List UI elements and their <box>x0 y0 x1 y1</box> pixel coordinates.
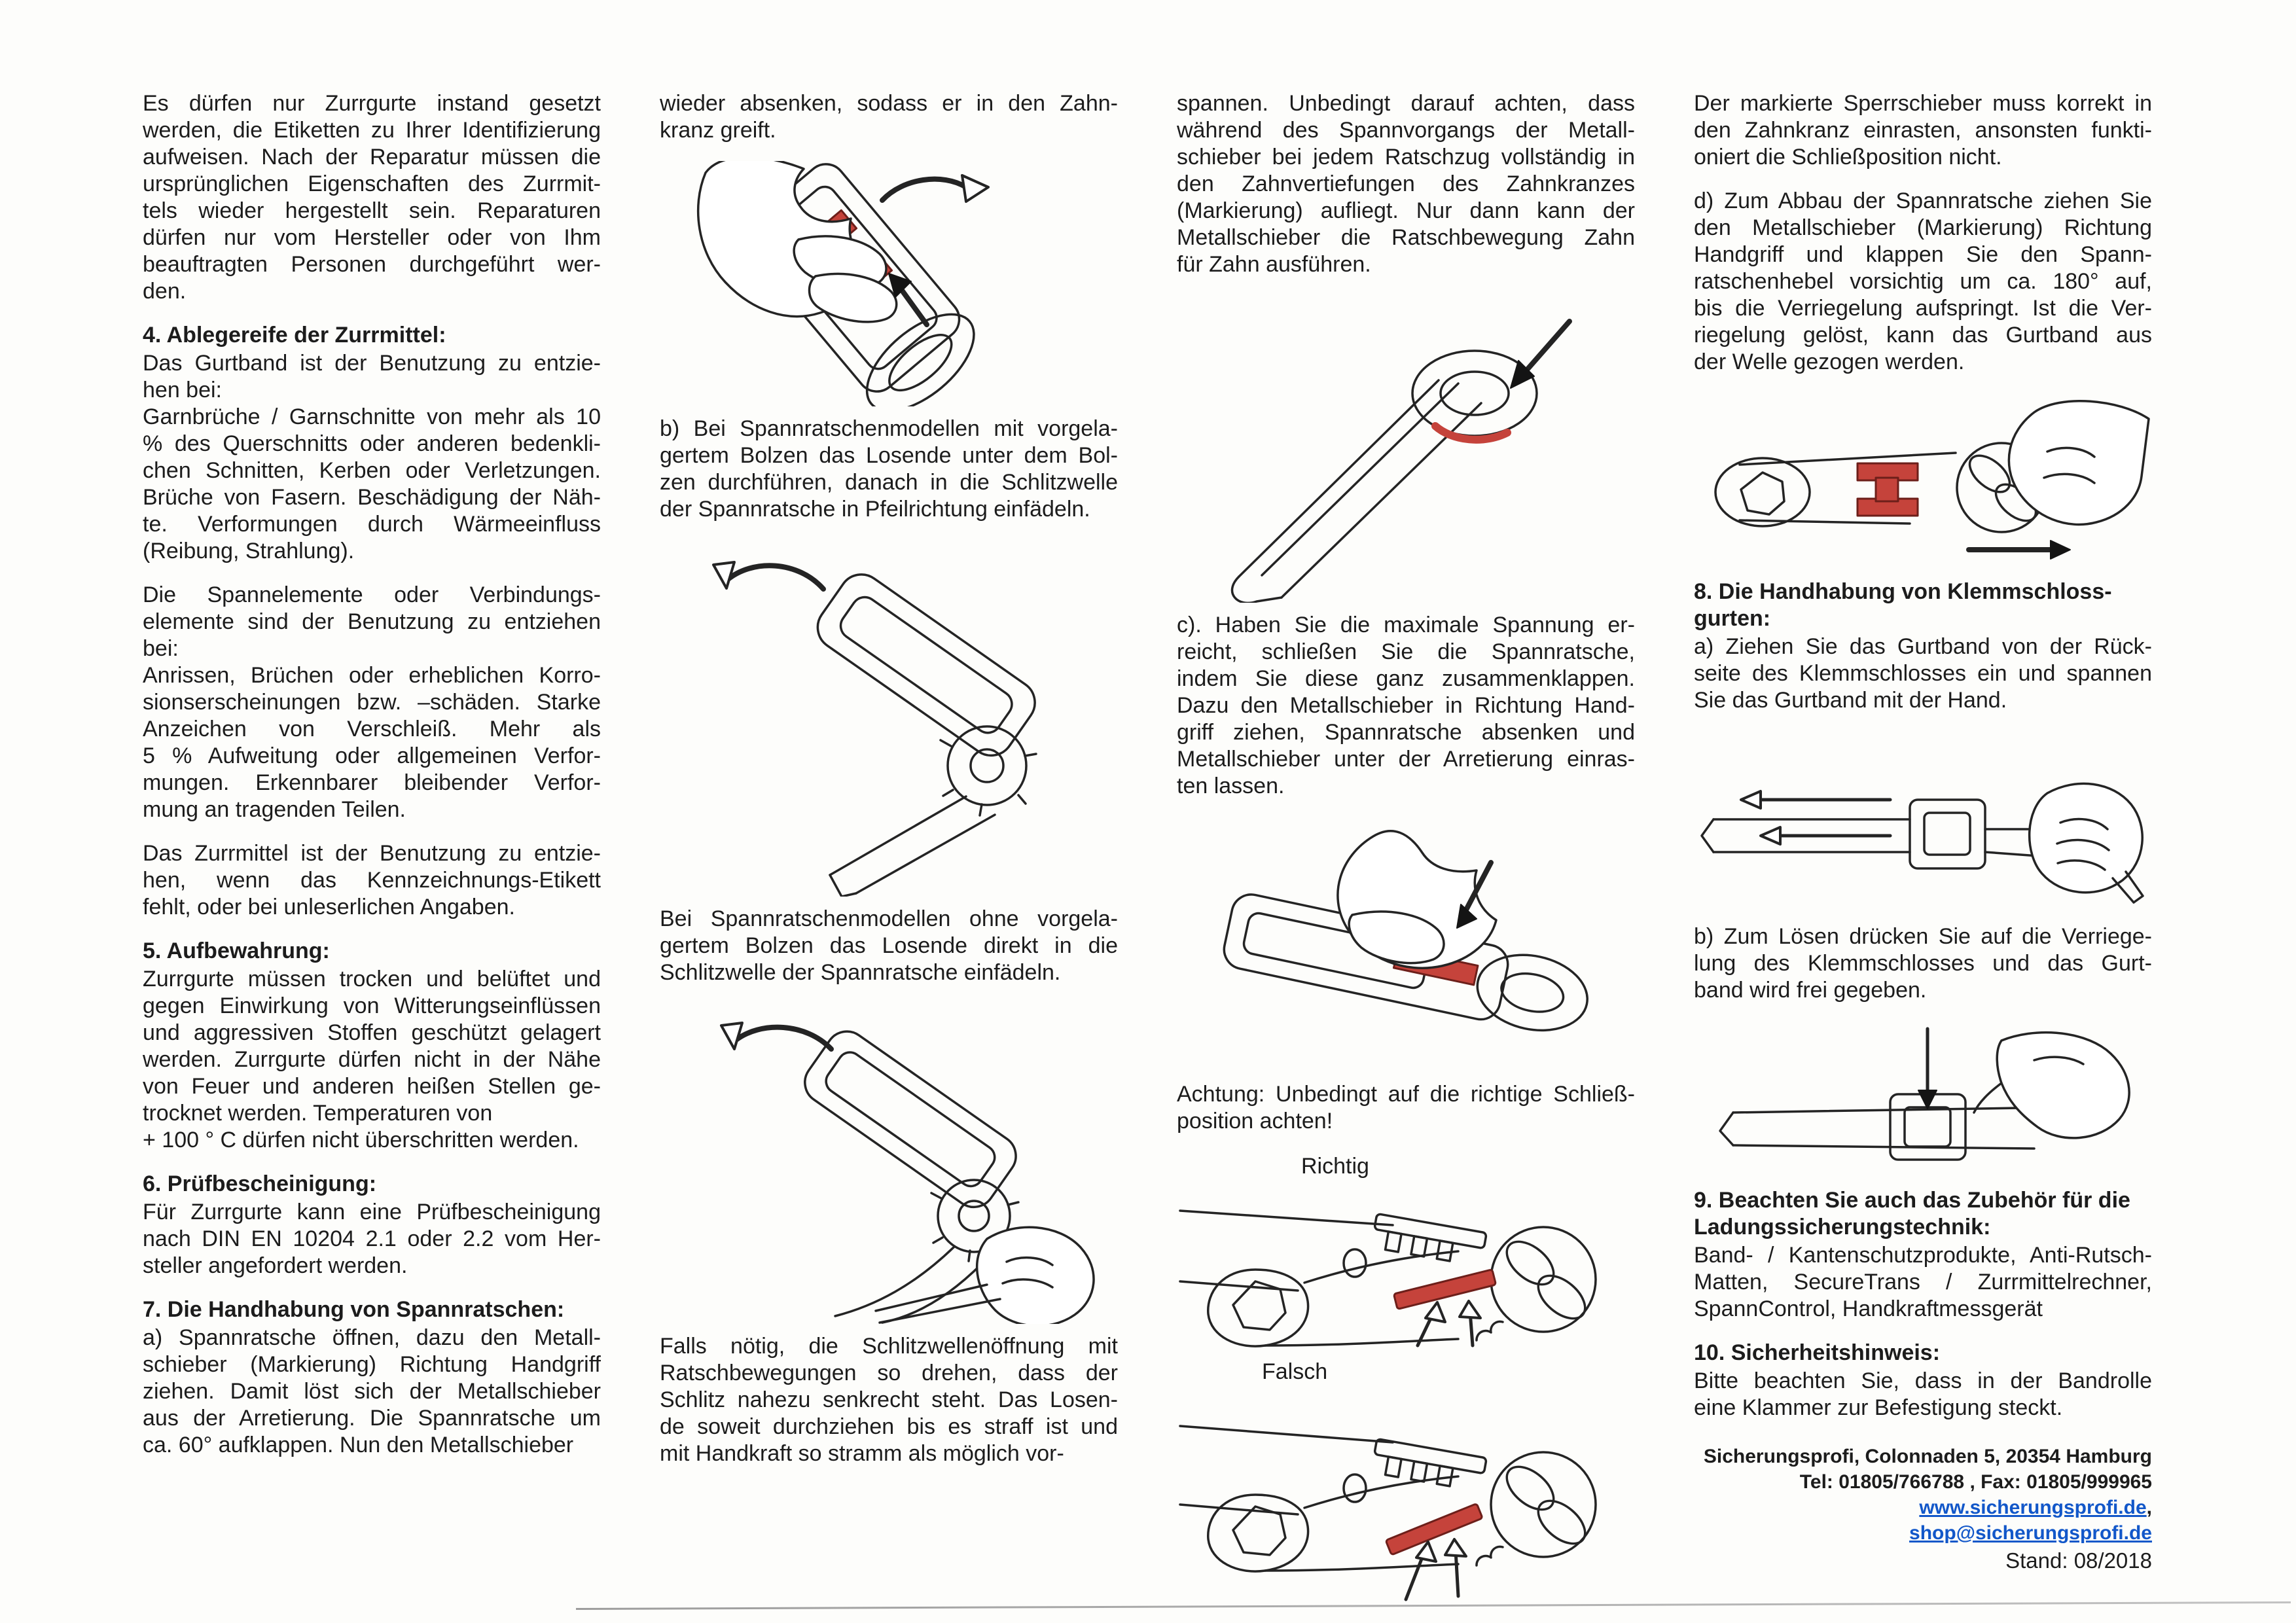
heading-line: 5. Aufbewahrung: <box>143 938 330 963</box>
text-line: beauftragten Personen durchgeführt wer- <box>143 252 601 277</box>
heading-line: 9. Beachten Sie auch das Zubehör für die <box>1694 1188 2130 1213</box>
text-line: % des Querschnitts oder anderen bedenkli- <box>143 431 601 456</box>
text-line: gertem Bolzen das Losende unter dem Bol- <box>660 443 1118 468</box>
ratchet-hand-open-illustration <box>660 161 1118 406</box>
paragraph <box>660 416 1118 523</box>
paragraph <box>143 582 601 823</box>
text-line: aus der Arretierung. Die Spannratsche um <box>143 1406 601 1431</box>
text-line: mit Handkraft so stramm als möglich vor- <box>660 1441 1064 1466</box>
text-line: + 100 ° C dürfen nicht überschritten werden. <box>143 1128 579 1152</box>
paragraph <box>143 840 601 921</box>
lock-position-wrong-illustration <box>1177 1390 1635 1606</box>
text-line: tels wieder hergestellt sein. Reparaturen <box>143 198 601 223</box>
text-line: den Zahnvertiefungen des Zahnkranzes <box>1177 171 1635 196</box>
text-line: riegelung gelöst, kann das Gurtband aus <box>1694 323 2152 348</box>
text-line: c). Haben Sie die maximale Spannung er- <box>1177 613 1635 637</box>
paragraph <box>1694 923 2152 1004</box>
text-line: elemente sind der Benutzung zu entziehen <box>143 609 601 634</box>
text-line: position achten! <box>1177 1109 1333 1133</box>
column-2 <box>660 90 1118 1615</box>
section-heading <box>1694 1340 2152 1366</box>
text-line: werden. Zurrgurte dürfen nicht in der Nähe <box>143 1047 601 1072</box>
text-line: hen bei: <box>143 378 222 402</box>
paragraph <box>1694 633 2152 714</box>
figure-label-falsch: Falsch <box>1262 1359 1328 1384</box>
text-line: bei: <box>143 636 179 661</box>
paragraph <box>143 350 601 565</box>
text-line: (Reibung, Strahlung). <box>143 539 355 563</box>
paragraph <box>660 906 1118 986</box>
paragraph <box>1177 612 1635 800</box>
heading-line: 10. Sicherheitshinweis: <box>1694 1340 1941 1365</box>
text-line: chen Schnitten, Kerben oder Verletzungen. <box>143 458 601 483</box>
website-link[interactable]: www.sicherungsprofi.de <box>1919 1497 2147 1518</box>
text-line: den Zahnkranz einrasten, ansonsten funkti- <box>1694 118 2152 143</box>
ratchet-threading-illustration-2 <box>660 1003 1118 1324</box>
text-line: Bei Spannratschenmodellen ohne vorgela- <box>660 906 1118 931</box>
text-line: ca. 60° aufklappen. Nun den Metallschieber <box>143 1433 574 1457</box>
column-4 <box>1694 90 2152 1615</box>
text-line: Anzeichen von Verschleiß. Mehr als <box>143 717 601 741</box>
ratchet-removal-illustration <box>1694 393 2152 569</box>
text-line: Dazu den Metallschieber in Richtung Hand- <box>1177 693 1635 718</box>
text-line: Metallschieber unter der Arretierung einras- <box>1177 747 1635 772</box>
paragraph <box>143 1199 601 1279</box>
shop-email-link[interactable]: shop@sicherungsprofi.de <box>1909 1522 2152 1544</box>
text-line: hen, wenn das Kennzeichnungs-Etikett <box>143 868 601 893</box>
text-line: reicht, schließen Sie die Spannratsche, <box>1177 639 1635 664</box>
text-line: dürfen nur vom Hersteller oder von Ihm <box>143 225 601 250</box>
text-line: ten lassen. <box>1177 774 1285 798</box>
text-line: Achtung: Unbedingt auf die richtige Schließ- <box>1177 1082 1635 1107</box>
section-heading <box>143 1296 601 1323</box>
text-line: fehlt, oder bei unleserlichen Angaben. <box>143 895 515 919</box>
text-line: a) Ziehen Sie das Gurtband von der Rück- <box>1694 634 2152 659</box>
ratchet-threading-illustration-1 <box>660 540 1118 897</box>
links-line <box>1694 1495 2152 1546</box>
ratchet-removal-illustration <box>1694 393 2152 569</box>
clamp-lock-pull-illustration <box>1694 731 2152 914</box>
text-line: 5 % Aufweitung oder allgemeinen Verfor- <box>143 743 601 768</box>
text-line: den Metallschieber (Markierung) Richtung <box>1694 215 2152 240</box>
clamp-lock-release-illustration <box>1694 1021 2152 1178</box>
text-line: ziehen. Damit löst sich der Metallschieber <box>143 1379 601 1404</box>
text-line: für Zahn ausführen. <box>1177 252 1371 277</box>
heading-line: 6. Prüfbescheinigung: <box>143 1171 377 1196</box>
text-line: kranz greift. <box>660 118 776 143</box>
company-address: Sicherungsprofi, Colonnaden 5, 20354 Hamburg <box>1703 1446 2152 1467</box>
text-line: schieber (Markierung) Richtung Handgriff <box>143 1352 601 1377</box>
text-line: oniert die Schließposition nicht. <box>1694 145 2002 169</box>
text-line: Zurrgurte müssen trocken und belüftet und <box>143 967 601 991</box>
column-layout <box>143 90 2152 1615</box>
text-line: Matten, SecureTrans / Zurrmittelrechner, <box>1694 1270 2152 1294</box>
column-1 <box>143 90 601 1615</box>
text-line: mung an tragenden Teilen. <box>143 797 406 822</box>
figure-label-richtig: Richtig <box>1301 1154 1369 1179</box>
text-line: Garnbrüche / Garnschnitte von mehr als 10 <box>143 404 601 429</box>
text-line: ratschenhebel vorsichtig um ca. 180° auf, <box>1694 269 2152 294</box>
text-line: Metallschieber die Ratschbewegung Zahn <box>1177 225 1635 250</box>
ratchet-hand-close-illustration <box>1177 817 1635 1072</box>
section-heading <box>143 322 601 349</box>
text-line: der Welle gezogen werden. <box>1694 349 1965 374</box>
text-line: SpannControl, Handkraftmessgerät <box>1694 1296 2043 1321</box>
text-line: a) Spannratsche öffnen, dazu den Metall- <box>143 1325 601 1350</box>
heading-line: 8. Die Handhabung von Klemmschloss- <box>1694 579 2112 604</box>
ratchet-tilted-arrow-illustration <box>1177 295 1635 603</box>
text-line: Schlitzwelle der Spannratsche einfädeln. <box>660 960 1061 985</box>
text-line: steller angefordert werden. <box>143 1253 408 1278</box>
text-line: gegen Einwirkung von Witterungseinflüssen <box>143 993 601 1018</box>
text-line: Ratschbewegungen so drehen, dass der <box>660 1361 1118 1385</box>
lock-position-correct-illustration <box>1177 1185 1635 1348</box>
text-line: (Markierung) aufliegt. Nur dann kann der <box>1177 198 1635 223</box>
text-line: sionserscheinungen bzw. –schäden. Starke <box>143 690 601 715</box>
text-line: griff ziehen, Spannratsche absenken und <box>1177 720 1635 745</box>
text-line: Schlitz nahezu senkrecht steht. Das Losen- <box>660 1387 1118 1412</box>
contact-block <box>1694 1444 2152 1573</box>
text-line: b) Bei Spannratschenmodellen mit vorgela- <box>660 416 1118 441</box>
ratchet-hand-close-illustration <box>1177 817 1635 1072</box>
text-line: trocknet werden. Temperaturen von <box>143 1101 493 1126</box>
paragraph <box>1177 90 1635 278</box>
text-line: lung des Klemmschlosses und das Gurt- <box>1694 951 2152 976</box>
text-line: Es dürfen nur Zurrgurte instand gesetzt <box>143 91 601 116</box>
lock-position-correct-illustration <box>1177 1185 1635 1348</box>
text-line: Band- / Kantenschutzprodukte, Anti-Rutsch- <box>1694 1243 2152 1268</box>
text-line: Das Gurtband ist der Benutzung zu entzie- <box>143 351 601 376</box>
text-line: Handgriff und klappen Sie den Spann- <box>1694 242 2152 267</box>
ratchet-threading-illustration-2 <box>660 1003 1118 1324</box>
text-line: mungen. Erkennbarer bleibender Verfor- <box>143 770 601 795</box>
text-line: indem Sie diese ganz zusammenklappen. <box>1177 666 1635 691</box>
paragraph <box>143 966 601 1154</box>
text-line: spannen. Unbedingt darauf achten, dass <box>1177 91 1635 116</box>
text-line: band wird frei gegeben. <box>1694 978 1927 1003</box>
text-line: ursprünglichen Eigenschaften des Zurrmit- <box>143 171 601 196</box>
text-line: gertem Bolzen das Losende direkt in die <box>660 933 1118 958</box>
column-3 <box>1177 90 1635 1615</box>
text-line: wieder absenken, sodass er in den Zahn- <box>660 91 1118 116</box>
text-line: Brüche von Fasern. Beschädigung der Näh- <box>143 485 601 510</box>
text-line: Das Zurrmittel ist der Benutzung zu entzie- <box>143 841 601 866</box>
heading-line: 7. Die Handhabung von Spannratschen: <box>143 1297 565 1322</box>
paragraph <box>660 1333 1118 1467</box>
text-line: te. Verformungen durch Wärmeeinfluss <box>143 512 601 537</box>
text-line: Der markierte Sperrschieber muss korrekt in <box>1694 91 2152 116</box>
text-line: eine Klammer zur Befestigung steckt. <box>1694 1395 2063 1420</box>
lock-position-wrong-illustration <box>1177 1390 1635 1606</box>
ratchet-hand-open-illustration <box>660 161 1118 406</box>
text-line: schieber bei jedem Ratschzug vollständig in <box>1177 145 1635 169</box>
text-line: der Spannratsche in Pfeilrichtung einfädeln. <box>660 497 1090 522</box>
paragraph <box>1694 1242 2152 1323</box>
text-line: d) Zum Abbau der Spannratsche ziehen Sie <box>1694 188 2152 213</box>
text-line: Die Spannelemente oder Verbindungs- <box>143 582 601 607</box>
ratchet-tilted-arrow-illustration <box>1177 295 1635 603</box>
paragraph <box>1177 1081 1635 1135</box>
section-heading <box>143 938 601 965</box>
heading-line: Ladungssicherungstechnik: <box>1694 1215 1991 1240</box>
clamp-lock-release-illustration <box>1694 1021 2152 1178</box>
text-line: Für Zurrgurte kann eine Prüfbescheinigung <box>143 1200 601 1224</box>
paragraph <box>1694 90 2152 171</box>
section-heading <box>143 1171 601 1198</box>
clamp-lock-pull-illustration <box>1694 731 2152 914</box>
text-line: von Feuer und anderen heißen Stellen ge- <box>143 1074 601 1099</box>
text-line: aufweisen. Nach der Reparatur müssen die <box>143 145 601 169</box>
text-line: Anrissen, Brüchen oder erheblichen Korro- <box>143 663 601 688</box>
text-line: bis die Verriegelung aufspringt. Ist die Ver- <box>1694 296 2152 321</box>
stand-date: Stand: 08/2018 <box>2005 1548 2152 1573</box>
paragraph <box>143 90 601 305</box>
paragraph <box>1694 188 2152 376</box>
text-line: seite des Klemmschlosses ein und spannen <box>1694 661 2152 686</box>
text-line: Falls nötig, die Schlitzwellenöffnung mit <box>660 1334 1118 1359</box>
paragraph <box>660 90 1118 144</box>
section-heading <box>1694 579 2152 632</box>
heading-line: gurten: <box>1694 606 1771 631</box>
paragraph <box>143 1325 601 1459</box>
heading-line: 4. Ablegereife der Zurrmittel: <box>143 323 446 348</box>
text-line: de soweit durchziehen bis es straff ist und <box>660 1414 1118 1439</box>
ratchet-threading-illustration-1 <box>660 540 1118 897</box>
text-line: werden, die Etiketten zu Ihrer Identifizierung <box>143 118 601 143</box>
link-separator: , <box>2146 1497 2152 1518</box>
paragraph <box>1694 1368 2152 1421</box>
section-heading <box>1694 1187 2152 1241</box>
text-line: zen durchführen, danach in die Schlitzwelle <box>660 470 1118 495</box>
text-line: Bitte beachten Sie, dass in der Bandrolle <box>1694 1368 2152 1393</box>
phone-fax: Tel: 01805/766788 , Fax: 01805/999965 <box>1799 1471 2152 1493</box>
text-line: nach DIN EN 10204 2.1 oder 2.2 vom Her- <box>143 1226 601 1251</box>
text-line: b) Zum Lösen drücken Sie auf die Verriege- <box>1694 924 2152 949</box>
text-line: und aggressiven Stoffen geschützt gelagert <box>143 1020 601 1045</box>
text-line: den. <box>143 279 187 304</box>
text-line: während des Spannvorgangs der Metall- <box>1177 118 1635 143</box>
text-line: Sie das Gurtband mit der Hand. <box>1694 688 2007 713</box>
